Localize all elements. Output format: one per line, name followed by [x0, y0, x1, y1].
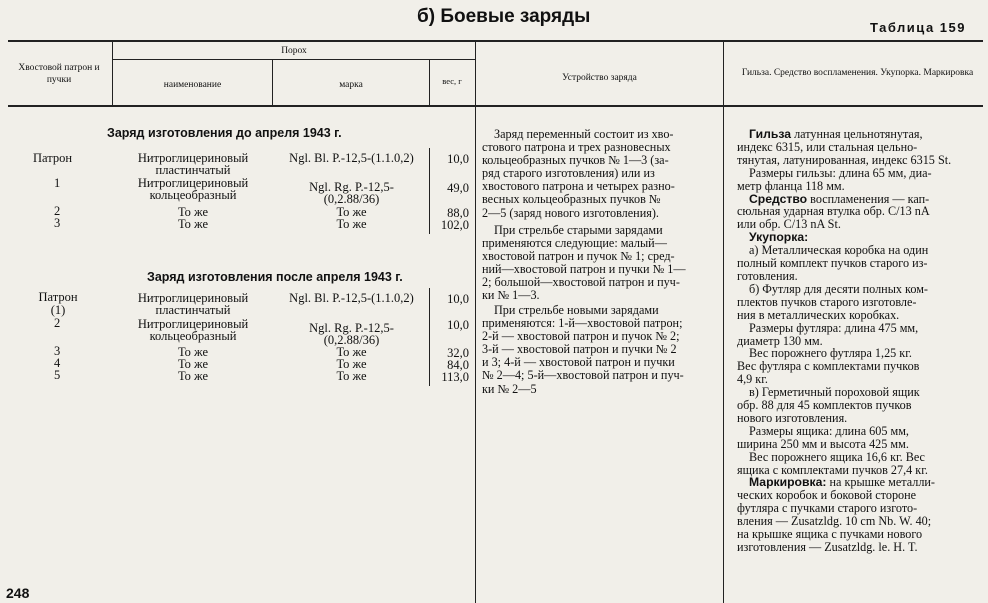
- powder-subheader-rule: [113, 59, 475, 60]
- header-name: наименование: [163, 80, 222, 90]
- case-paragraph-11: Вес порожнего ящика 16,6 кг. Вес ящика с комплектами пучков 27,4 кг.: [737, 449, 928, 477]
- case-paragraph-5: а) Металлическая коробка на один полный комплект пучков старого из- готовления.: [737, 243, 929, 283]
- case-paragraph-1: Гильза латунная цельнотянутая, индекс 6315, или стальная цельно- тянутая, латунированная, индекс 6315 St.: [737, 127, 952, 167]
- col-divider-4: [475, 41, 476, 603]
- header-charge: Хвостовой патрон и пучки: [18, 63, 100, 85]
- case-paragraph-12: Маркировка: на крышке металли- ческих коробок и боковой стороне футляра с пучками старого изгото- вления — Zusatzldg. 10 cm Nb. W. 40; на крышке ящика с пучками нового изготовления — Zusatzldg. le. H. T.: [737, 475, 935, 554]
- s1-row4-name: То же: [177, 217, 209, 231]
- s1-row1-charge: Патрон: [33, 151, 73, 165]
- s2-row2-weight: 10,0: [447, 318, 469, 332]
- s2-row5-name: То же: [177, 369, 209, 383]
- case-paragraph-7: Размеры футляра: длина 475 мм, диаметр 130 мм.: [737, 320, 919, 348]
- s1-row4-mark: То же: [336, 217, 367, 231]
- s2-row5-charge: 5: [54, 368, 61, 382]
- s1-row2-name: Нитроглицериновый кольцеобразный: [137, 176, 249, 202]
- s1-row3-weight: 88,0: [447, 206, 469, 220]
- device-paragraph-1: Заряд переменный состоит из хво- стового патрона и трех разновесных кольцеобразных пучков № 1—3 (за- ряд старого изготовления) или из хвостового патрона и четырех разно- весных кольцеобразных пучков № 2—5 (заряд нового изготовления).: [482, 127, 675, 220]
- s2-row5-weight: 113,0: [441, 370, 469, 384]
- s1-row2-mark: Ngl. Rg. P.-12,5- (0,2.88/36): [309, 180, 394, 206]
- case-paragraph-8: Вес порожнего футляра 1,25 кг. Вес футляра с комплектами пучков 4,9 кг.: [737, 346, 920, 387]
- weight-divider-s1: [429, 148, 430, 234]
- s2-row3-weight: 32,0: [447, 346, 469, 360]
- s1-row2-charge: 1: [54, 176, 61, 190]
- s1-row4-charge: 3: [54, 216, 61, 230]
- col-divider-5: [723, 41, 724, 603]
- s2-row5-mark: То же: [336, 369, 367, 383]
- s2-row3-charge: 3: [54, 344, 61, 358]
- header-powder: Порох: [281, 46, 307, 56]
- case-paragraph-10: Размеры ящика: длина 605 мм, ширина 250 мм и высота 425 мм.: [737, 423, 909, 451]
- s2-row1-mark: Ngl. Bl. P.-12,5-(1.1.0,2): [289, 291, 414, 305]
- table-top-rule: [8, 40, 983, 42]
- weight-divider-s2: [429, 288, 430, 386]
- s2-row1-charge: Патрон (1): [38, 290, 78, 317]
- s2-row4-name: То же: [177, 357, 209, 371]
- s1-row4-weight: 102,0: [440, 218, 469, 232]
- s2-row2-name: Нитроглицериновый кольцеобразный: [137, 317, 249, 343]
- s2-row3-mark: То же: [336, 345, 367, 359]
- s1-row3-charge: 2: [54, 204, 61, 218]
- case-paragraph-9: в) Герметичный пороховой ящик обр. 88 для 45 комплектов пучков нового изготовления.: [737, 385, 920, 425]
- header-case: Гильза. Средство воспламенения. Укупорка. Маркировка: [741, 68, 974, 78]
- s2-row3-name: То же: [177, 345, 209, 359]
- device-paragraph-2: При стрельбе старыми зарядами применяются следующие: малый— хвостовой патрон и пучок № 1; сред- ний—хвостовой патрон и пучки № 1— 2; большой—хвостовой патрон и пуч- ки № 1—3.: [482, 223, 686, 303]
- header-weight: вес, г: [442, 76, 462, 86]
- header-bottom-rule: [8, 105, 983, 107]
- case-paragraph-2: Размеры гильзы: длина 65 мм, диа- метр фланца 118 мм.: [737, 165, 932, 193]
- case-column: [737, 128, 977, 554]
- case-paragraph-3: Средство воспламенения — кап- сюльная ударная втулка обр. C/13 nA или обр. C/13 nA St.: [737, 191, 930, 232]
- s1-row3-mark: То же: [336, 205, 367, 219]
- page-number: 248: [6, 585, 30, 601]
- s2-row4-weight: 84,0: [447, 358, 469, 372]
- s2-row1-name: Нитроглицериновый пластинчатый: [137, 291, 249, 317]
- s2-row2-charge: 2: [54, 316, 61, 330]
- s2-row2-mark: Ngl. Rg. P.-12,5- (0,2.88/36): [309, 321, 394, 347]
- s2-row4-charge: 4: [54, 356, 61, 370]
- s1-row3-name: То же: [177, 205, 209, 219]
- s1-row1-mark: Ngl. Bl. P.-12,5-(1.1.0,2): [289, 151, 414, 165]
- header-device: Устройство заряда: [562, 73, 637, 83]
- col-divider-3: [429, 60, 430, 106]
- header-mark: марка: [339, 80, 363, 90]
- device-paragraph-3: При стрельбе новыми зарядами применяются: 1-й—хвостовой патрон; 2-й — хвостовой патрон и пучок № 2; 3-й — хвостовой патрон и пучки № 2 и 3; 4-й — хвостовой патрон и пучки № 2—4; 5-й—хвостовой патрон и пуч- ки № 2—5: [482, 303, 684, 396]
- s1-row2-weight: 49,0: [447, 181, 469, 195]
- s2-row4-mark: То же: [336, 357, 367, 371]
- s2-row1-weight: 10,0: [447, 292, 469, 306]
- section-title-before-1943: Заряд изготовления до апреля 1943 г.: [107, 126, 342, 140]
- case-paragraph-6: б) Футляр для десяти полных ком- плектов пучков старого изготовле- ния в металлических коробках.: [737, 281, 928, 322]
- case-paragraph-4: Укупорка:: [749, 230, 809, 245]
- section-title-after-1943: Заряд изготовления после апреля 1943 г.: [147, 270, 403, 284]
- table-label: Таблица 159: [870, 20, 966, 35]
- s1-row1-name: Нитроглицериновый пластинчатый: [137, 151, 249, 177]
- s1-row1-weight: 10,0: [447, 152, 469, 166]
- page-title: б) Боевые заряды: [417, 6, 591, 27]
